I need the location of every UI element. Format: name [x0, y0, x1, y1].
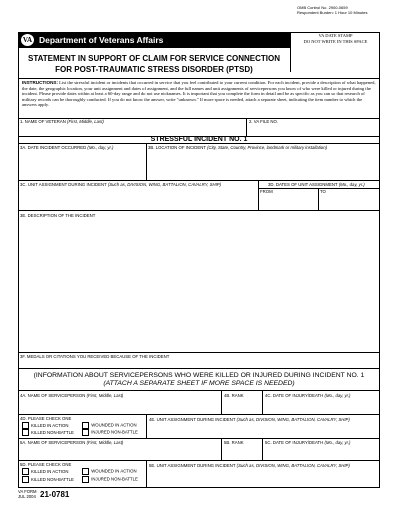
title-line-1: STATEMENT IN SUPPORT OF CLAIM FOR SERVICE CONNECTION	[27, 54, 280, 63]
wounded-in-action-checkbox-5[interactable]	[82, 468, 89, 475]
field-4a-label	[20, 393, 123, 398]
serviceperson-2-rank-input[interactable]	[223, 446, 261, 459]
serviceperson-1-name-input[interactable]	[19, 399, 220, 413]
serviceperson-1-rank-input[interactable]	[223, 399, 261, 413]
form-footer-meta	[18, 490, 37, 499]
field-5c-text: 5C. DATE OF INJURY/DEATH	[265, 440, 324, 445]
unit-assignment-input[interactable]	[19, 188, 257, 209]
incident-date-input[interactable]	[19, 151, 145, 179]
field-5c-label	[265, 440, 351, 445]
divider	[18, 210, 380, 211]
field-3a-label	[20, 145, 113, 150]
field-3e-label: 3E. DESCRIPTION OF THE INCIDENT	[20, 213, 96, 218]
divider	[221, 438, 222, 460]
field-4c-text: 4C. DATE OF INJURY/DEATH	[265, 393, 324, 398]
field-1-hint: (First, Middle, Last)	[67, 119, 104, 124]
field-4d-label: 4D. PLEASE CHECK ONE	[20, 416, 72, 421]
checkbox-row	[22, 476, 138, 483]
field-4e-hint: (Such as, DIVISION, WING, BATTALION, CAVALRY, SHIP)	[236, 417, 350, 422]
department-name: Department of Veterans Affairs	[39, 35, 164, 45]
inb-label: INJURED NON-BATTLE	[91, 476, 138, 482]
field-4a-text: 4A. NAME OF SERVICEPERSON	[20, 393, 86, 398]
va-file-number-input[interactable]	[248, 125, 378, 135]
serviceperson-1-unit-input[interactable]	[147, 423, 379, 437]
field-5d-label: 5D. PLEASE CHECK ONE	[20, 462, 72, 467]
wia-label: WOUNDED IN ACTION	[91, 468, 137, 474]
inb-label: INJURED NON-BATTLE	[91, 429, 138, 435]
knb-label: KILLED NON-BATTLE	[31, 476, 74, 482]
medals-input[interactable]	[19, 359, 379, 367]
form-title	[18, 48, 290, 78]
serviceperson-2-name-input[interactable]	[19, 446, 220, 459]
wounded-in-action-checkbox-4[interactable]	[82, 422, 89, 429]
omb-control: OMB Control No. 2900-0659	[297, 5, 348, 10]
serviceperson-2-unit-input[interactable]	[147, 469, 379, 487]
kia-label: KILLED IN ACTION	[31, 422, 69, 428]
injured-non-battle-checkbox-4[interactable]	[82, 429, 89, 436]
form-label: VA FORM	[18, 489, 37, 494]
info-line-1: (INFORMATION ABOUT SERVICEPERSONS WHO WERE KILLED OR INJURED DURING INCIDENT NO. 1	[33, 372, 365, 379]
field-3d-hint: (Mo., day, yr.)	[338, 182, 365, 187]
field-3a-hint: (Mo., day, yr.)	[87, 145, 114, 150]
field-1-text: 1. NAME OF VETERAN	[20, 119, 66, 124]
kia-label: KILLED IN ACTION	[31, 468, 69, 474]
field-3b-label	[148, 145, 327, 150]
assignment-to-input[interactable]	[319, 195, 379, 209]
instructions-label: INSTRUCTIONS:	[22, 80, 58, 85]
field-4e-label	[149, 417, 350, 422]
field-4c-label	[265, 393, 351, 398]
field-3b-text: 3B. LOCATION OF INCIDENT	[148, 145, 206, 150]
field-4b-label: 4B. RANK	[224, 393, 244, 398]
field-4c-hint: (Mo., day, yr.)	[324, 393, 351, 398]
field-4a-hint: (First, Middle, Last)	[86, 393, 124, 398]
divider	[18, 414, 380, 415]
divider	[262, 390, 263, 414]
serviceperson-1-date-input[interactable]	[264, 399, 379, 413]
incident-heading: STRESSFUL INCIDENT NO. 1	[150, 136, 248, 143]
field-4e-text: 4E. UNIT ASSIGNMENT DURING INCIDENT	[149, 417, 236, 422]
va-seal-icon: VA	[22, 36, 33, 44]
field-5a-text: 5A. NAME OF SERVICEPERSON	[20, 440, 86, 445]
divider	[258, 188, 380, 189]
omb-info	[297, 5, 368, 15]
field-3f-label: 3F. MEDALS OR CITATIONS YOU RECEIVED BECAUSE OF THE INCIDENT	[20, 354, 170, 359]
divider	[18, 180, 380, 181]
field-5b-label: 5B. RANK	[224, 440, 244, 445]
info-line-2: (ATTACH A SEPARATE SHEET IF MORE SPACE IS NEEDED)	[103, 380, 295, 387]
knb-label: KILLED NON-BATTLE	[31, 429, 74, 435]
killed-non-battle-checkbox-4[interactable]	[22, 429, 29, 436]
killed-in-action-checkbox-4[interactable]	[22, 422, 29, 429]
field-3c-text: 3C. UNIT ASSIGNMENT DURING INCIDENT	[20, 182, 107, 187]
field-3d-label	[268, 182, 365, 187]
assignment-from-input[interactable]	[259, 195, 317, 209]
divider	[18, 352, 380, 353]
divider	[262, 438, 263, 460]
field-5a-label	[20, 440, 123, 445]
field-3a-text: 3A. DATE INCIDENT OCCURRED	[20, 145, 87, 150]
instructions-text: List the stressful incident or incidents that occurred in service that you feel contributed to your current condition. For each incident, provide a description of what happened, the date, the geographic location, your unit assignment and dates of assignment, and the full names and unit assignments of servicepersons you know of who were killed or injured during the incident. Please provide dates within at least a 60-day range and do not use nicknames. It is important that you complete the form in detail and be as specific as you can so that research of military records can be thoroughly conducted. If you do not know the answer, write "unknown." If more space is needed, attach a separate sheet, indicating the item number to which the answers apply.	[22, 80, 376, 108]
field-5e-hint: (Such as, DIVISION, WING, BATTALION, CAVALRY, SHIP)	[236, 463, 350, 468]
divider	[246, 118, 247, 136]
serviceperson-info-heading	[18, 372, 380, 388]
killed-in-action-checkbox-5[interactable]	[22, 468, 29, 475]
field-5e-text: 5E. UNIT ASSIGNMENT DURING INCIDENT	[149, 463, 236, 468]
field-5e-label	[149, 463, 350, 468]
checkbox-row	[22, 429, 138, 436]
stamp-title: VA DATE STAMP	[318, 33, 353, 38]
form-number: 21-0781	[40, 490, 70, 499]
divider	[18, 78, 380, 79]
to-label: TO	[320, 189, 326, 194]
title-line-2: FOR POST-TRAUMATIC STRESS DISORDER (PTSD)	[55, 65, 253, 74]
divider	[18, 460, 380, 461]
field-3c-label	[20, 182, 221, 187]
field-2-label: 2. VA FILE NO.	[249, 119, 279, 124]
field-1-label	[20, 119, 104, 124]
field-5a-hint: (First, Middle, Last)	[86, 440, 124, 445]
wia-label: WOUNDED IN ACTION	[91, 422, 137, 428]
field-3c-hint: (Such as, DIVISION, WING, BATTALION, CAVALRY, SHIP)	[107, 182, 222, 187]
form-date: JUL 2004	[18, 493, 36, 499]
divider	[18, 143, 380, 144]
field-5c-hint: (Mo., day, yr.)	[324, 440, 351, 445]
instructions	[22, 80, 376, 108]
from-label: FROM	[260, 189, 273, 194]
checkbox-row	[22, 422, 137, 429]
divider	[221, 390, 222, 414]
veteran-name-input[interactable]	[19, 125, 245, 135]
serviceperson-2-date-input[interactable]	[264, 446, 379, 459]
divider	[18, 390, 380, 391]
checkbox-row	[22, 468, 137, 475]
stamp-note: DO NOT WRITE IN THIS SPACE	[303, 38, 368, 44]
injured-non-battle-checkbox-5[interactable]	[82, 476, 89, 483]
killed-non-battle-checkbox-5[interactable]	[22, 476, 29, 483]
divider	[18, 368, 380, 369]
incident-description-textarea[interactable]	[19, 219, 379, 351]
divider	[18, 438, 380, 439]
omb-burden: Respondent Burden: 1 Hour 10 Minutes	[297, 10, 368, 15]
field-3d-text: 3D. DATES OF UNIT ASSIGNMENT	[268, 182, 338, 187]
incident-location-input[interactable]	[147, 151, 379, 179]
field-3b-hint: (City, State, Country, Province, landmark or military installation)	[207, 145, 328, 150]
